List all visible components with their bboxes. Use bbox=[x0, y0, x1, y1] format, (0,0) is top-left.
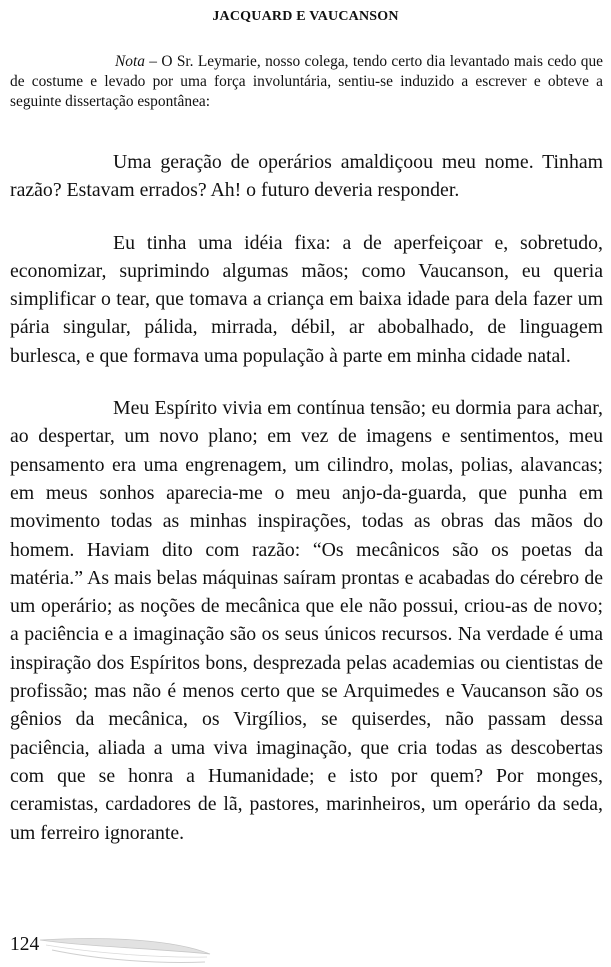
running-header: JACQUARD E VAUCANSON bbox=[212, 9, 399, 24]
paragraph-1: Uma geração de operários amaldiçoou meu nome. Tinham razão? Estavam errados? Ah! o futuro deveria responder. bbox=[10, 151, 603, 202]
note-text: O Sr. Leymarie, nosso colega, tendo certo dia levantado mais cedo que de costume e levado por uma força involuntária, sentiu-se induzido a escrever e obteve a seguinte dissertação espontânea: bbox=[10, 53, 603, 110]
page-number: 124 bbox=[10, 934, 40, 955]
page-footer bbox=[0, 930, 611, 967]
editor-note bbox=[10, 52, 603, 112]
paragraph-3: Meu Espírito vivia em contínua tensão; eu dormia para achar, ao despertar, um novo plano; em vez de imagens e sentimentos, meu pensamento era uma engrenagem, um cilindro, molas, polias, alavancas; em meus sonhos aparecia-me o meu anjo-da-guarda, que punha em movimento todas as minhas inspirações, todas as obras das mãos do homem. Haviam dito com razão: “Os mecânicos são os poetas da matéria.” As mais belas máquinas saíram prontas e acabadas do cérebro de um operário; as noções de mecânica que ele não possui, criou-as de novo; a paciência e a imaginação são os seus únicos recursos. Na verdade é uma inspiração dos Espíritos bons, desprezada pelas academias ou cientistas de profissão; mas não é menos certo que se Arquimedes e Vaucanson são os gênios da mecânica, os Virgílios, se quiserdes, não passam dessa paciência, aliada a uma viva imaginação, que cria todas as descobertas com que se honra a Humanidade; e isto por quem? Por monges, ceramistas, cardadores de lã, pastores, marinheiros, um operário da seda, um ferreiro ignorante. bbox=[10, 397, 603, 844]
paragraph-2: Eu tinha uma idéia fixa: a de aperfeiçoar e, sobretudo, economizar, suprimindo algumas mãos; como Vaucanson, eu queria simplificar o tear, que tomava a criança em baixa idade para dela fazer um pária singular, pálida, mirrada, débil, ar abobalhado, de linguagem burlesca, e que formava uma população à parte em minha cidade natal. bbox=[10, 231, 603, 367]
main-text bbox=[10, 148, 603, 871]
note-label: Nota – bbox=[115, 53, 157, 70]
